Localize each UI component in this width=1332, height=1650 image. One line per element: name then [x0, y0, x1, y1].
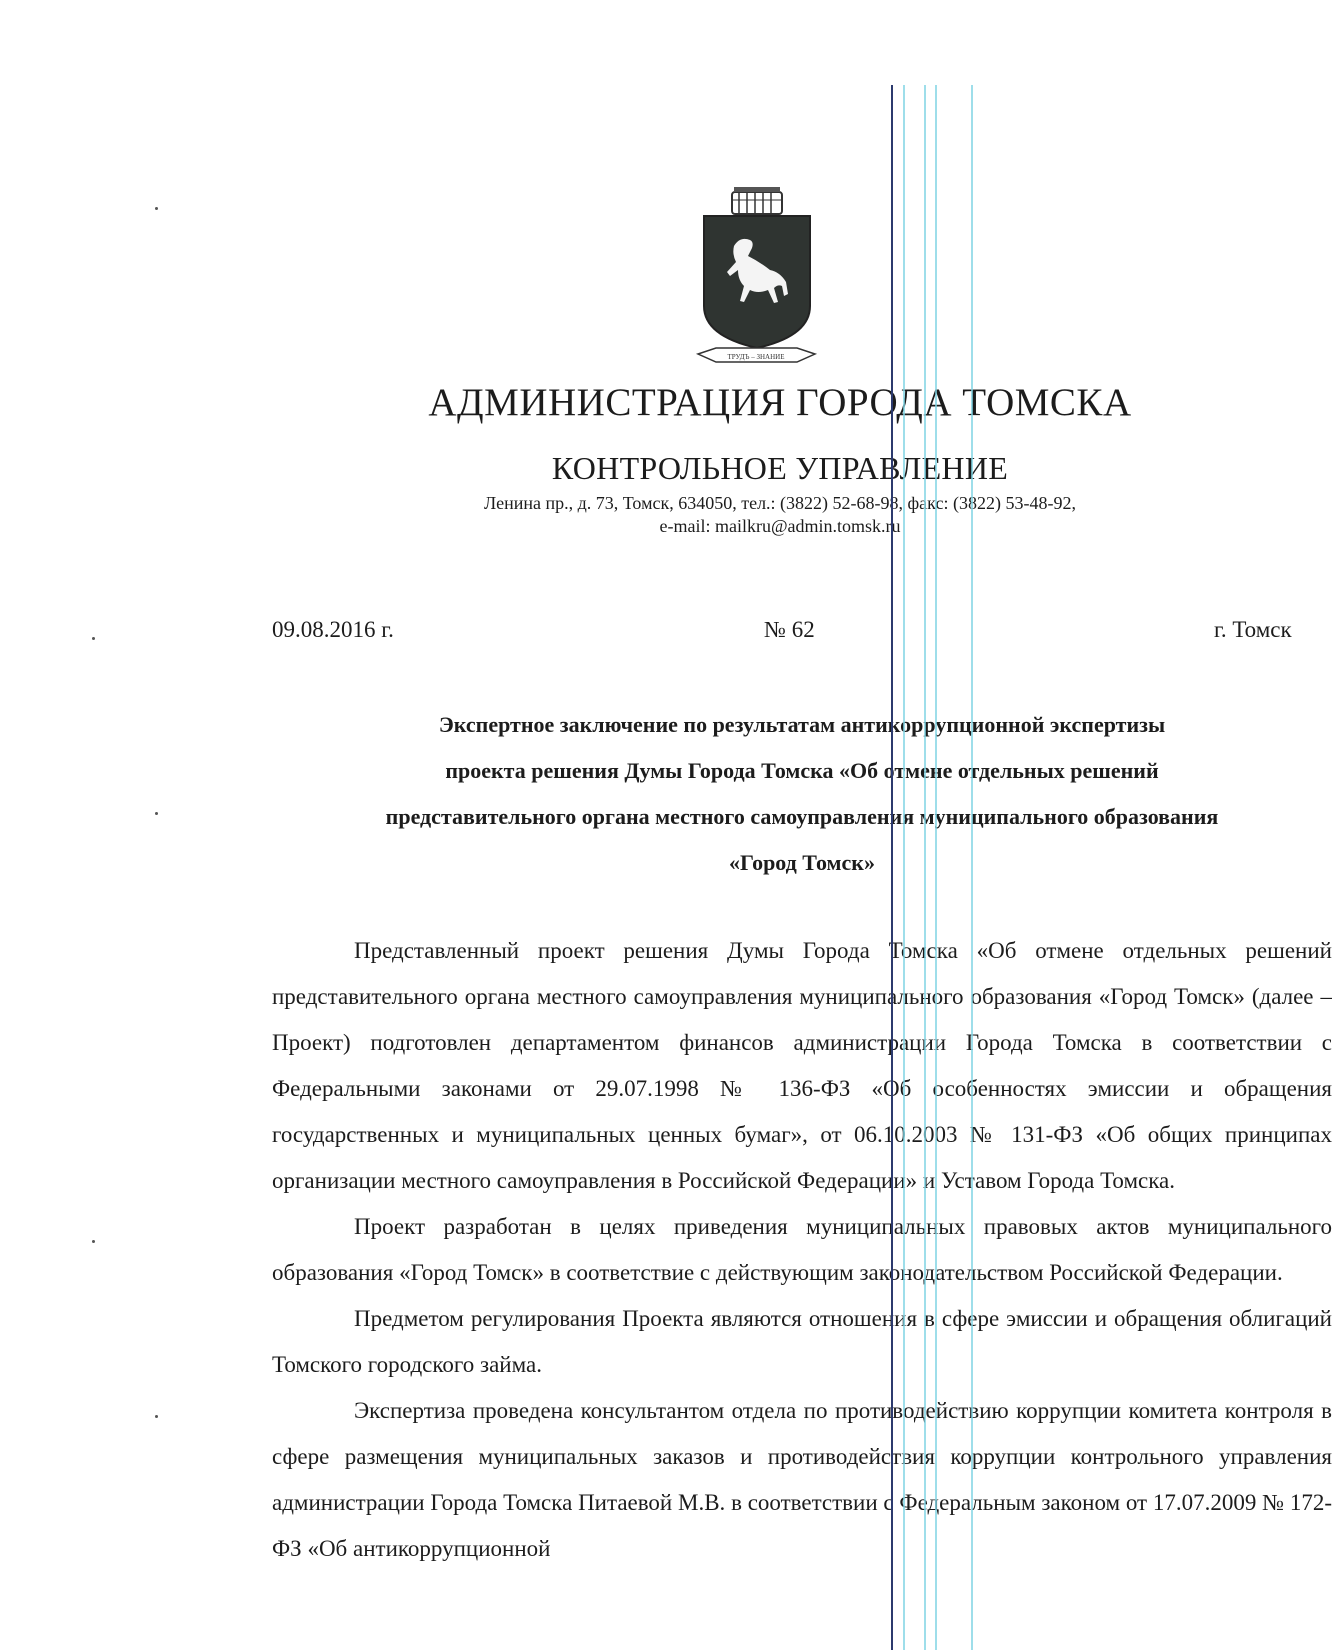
- organization-name: АДМИНИСТРАЦИЯ ГОРОДА ТОМСКА: [428, 381, 1132, 424]
- paragraph: Представленный проект решения Думы Города Томска «Об отмене отдельных решений представительного органа местного самоуправления муниципального образования «Город Томск» (далее – Проект) подготовлен департаментом финансов администрации Города Томска в соответствии с Федеральными законами от 29.07.1998 № 136-ФЗ «Об особенностях эмиссии и обращения государственных и муниципальных ценных бумаг», от 06.10.2003 № 131-ФЗ «Об общих принципах организации местного самоуправления в Российской Федерации» и Уставом Города Томска.: [272, 938, 1332, 1193]
- heading-line: «Город Томск»: [729, 850, 875, 875]
- contact-block: [300, 492, 1260, 538]
- heading-line: Экспертное заключение по результатам антикоррупционной экспертизы: [438, 712, 1166, 737]
- crown-icon: [732, 187, 782, 214]
- email-line: e-mail: mailkru@admin.tomsk.ru: [659, 516, 901, 536]
- document-number: № 62: [764, 617, 815, 642]
- margin-speck: [92, 637, 95, 640]
- heading-line: проекта решения Думы Города Томска «Об отмене отдельных решений: [445, 758, 1159, 783]
- tomsk-coat-of-arms-emblem: [694, 186, 819, 378]
- document-date: 09.08.2016 г.: [272, 617, 394, 642]
- margin-speck: [155, 812, 158, 815]
- address-line: Ленина пр., д. 73, Томск, 634050, тел.: (3822) 52-68-98, факс: (3822) 53-48-92,: [484, 493, 1076, 513]
- document-body: [272, 928, 1332, 1572]
- document-heading: [272, 702, 1332, 886]
- paragraph: Экспертиза проведена консультантом отдела по противодействию коррупции комитета контроля в сфере размещения муниципальных заказов и противодействия коррупции контрольного управления администрации Города Томска Питаевой М.В. в соответствии с Федеральным законом от 17.07.2009 № 172-ФЗ «Об антикоррупционной: [272, 1398, 1332, 1561]
- document-city: г. Томск: [1214, 617, 1292, 642]
- margin-speck: [155, 207, 158, 210]
- margin-speck: [155, 1415, 158, 1418]
- margin-speck: [92, 1240, 95, 1243]
- paragraph: Предметом регулирования Проекта являются отношения в сфере эмиссии и обращения облигаций Томского городского займа.: [272, 1306, 1332, 1377]
- heading-line: представительного органа местного самоуправления муниципального образования: [385, 804, 1219, 829]
- emblem-motto: ТРУДЪ – ЗНАНИЕ: [727, 353, 785, 361]
- paragraph: Проект разработан в целях приведения муниципальных правовых актов муниципального образования «Город Томск» в соответствие с действующим законодательством Российской Федерации.: [272, 1214, 1332, 1285]
- department-name: КОНТРОЛЬНОЕ УПРАВЛЕНИЕ: [551, 450, 1009, 486]
